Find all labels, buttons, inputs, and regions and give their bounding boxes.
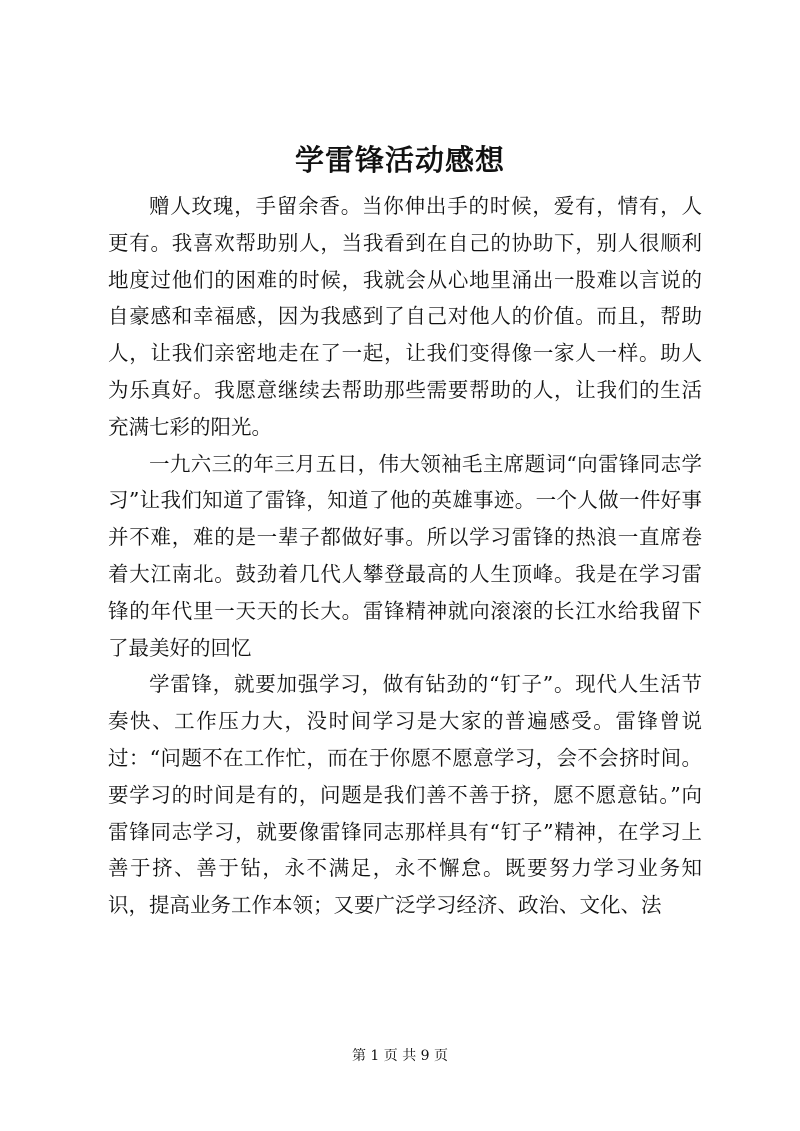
page-total: 共 9 页 — [402, 1048, 449, 1064]
document-title: 学雷锋活动感想 — [294, 143, 505, 177]
page-footer — [0, 1046, 800, 1066]
document-body — [108, 188, 702, 924]
paragraph-3: 学雷锋，就要加强学习，做有钻劲的“钉子”。现代人生活节奏快、工作压力大，没时间学习是大家的普遍感受。雷锋曾说过：“问题不在工作忙，而在于你愿不愿意学习，会不会挤时间。要学习的时间是有的，问题是我们善不善于挤，愿不愿意钻。”向雷锋同志学习，就要像雷锋同志那样具有“钉子”精神，在学习上善于挤、善于钻，永不满足，永不懈怠。既要努力学习业务知识，提高业务工作本领；又要广泛学习经济、政治、文化、法 — [108, 672, 702, 918]
paragraph-2: 一九六三的年三月五日，伟大领袖毛主席题词“向雷锋同志学习”让我们知道了雷锋，知道了他的英雄事迹。一个人做一件好事并不难，难的是一辈子都做好事。所以学习雷锋的热浪一直席卷着大江南北。鼓劲着几代人攀登最高的人生顶峰。我是在学习雷锋的年代里一天天的长大。雷锋精神就向滚滚的长江水给我留下了最美好的回忆 — [108, 451, 702, 660]
paragraph-1: 赠人玫瑰，手留余香。当你伸出手的时候，爱有，情有，人更有。我喜欢帮助别人，当我看到在自己的协助下，别人很顺利地度过他们的困难的时候，我就会从心地里涌出一股难以言说的自豪感和幸福感，因为我感到了自己对他人的价值。而且，帮助人，让我们亲密地走在了一起，让我们变得像一家人一样。助人为乐真好。我愿意继续去帮助那些需要帮助的人，让我们的生活充满七彩的阳光。 — [108, 194, 702, 439]
page-number: 第 1 页 — [351, 1048, 398, 1064]
